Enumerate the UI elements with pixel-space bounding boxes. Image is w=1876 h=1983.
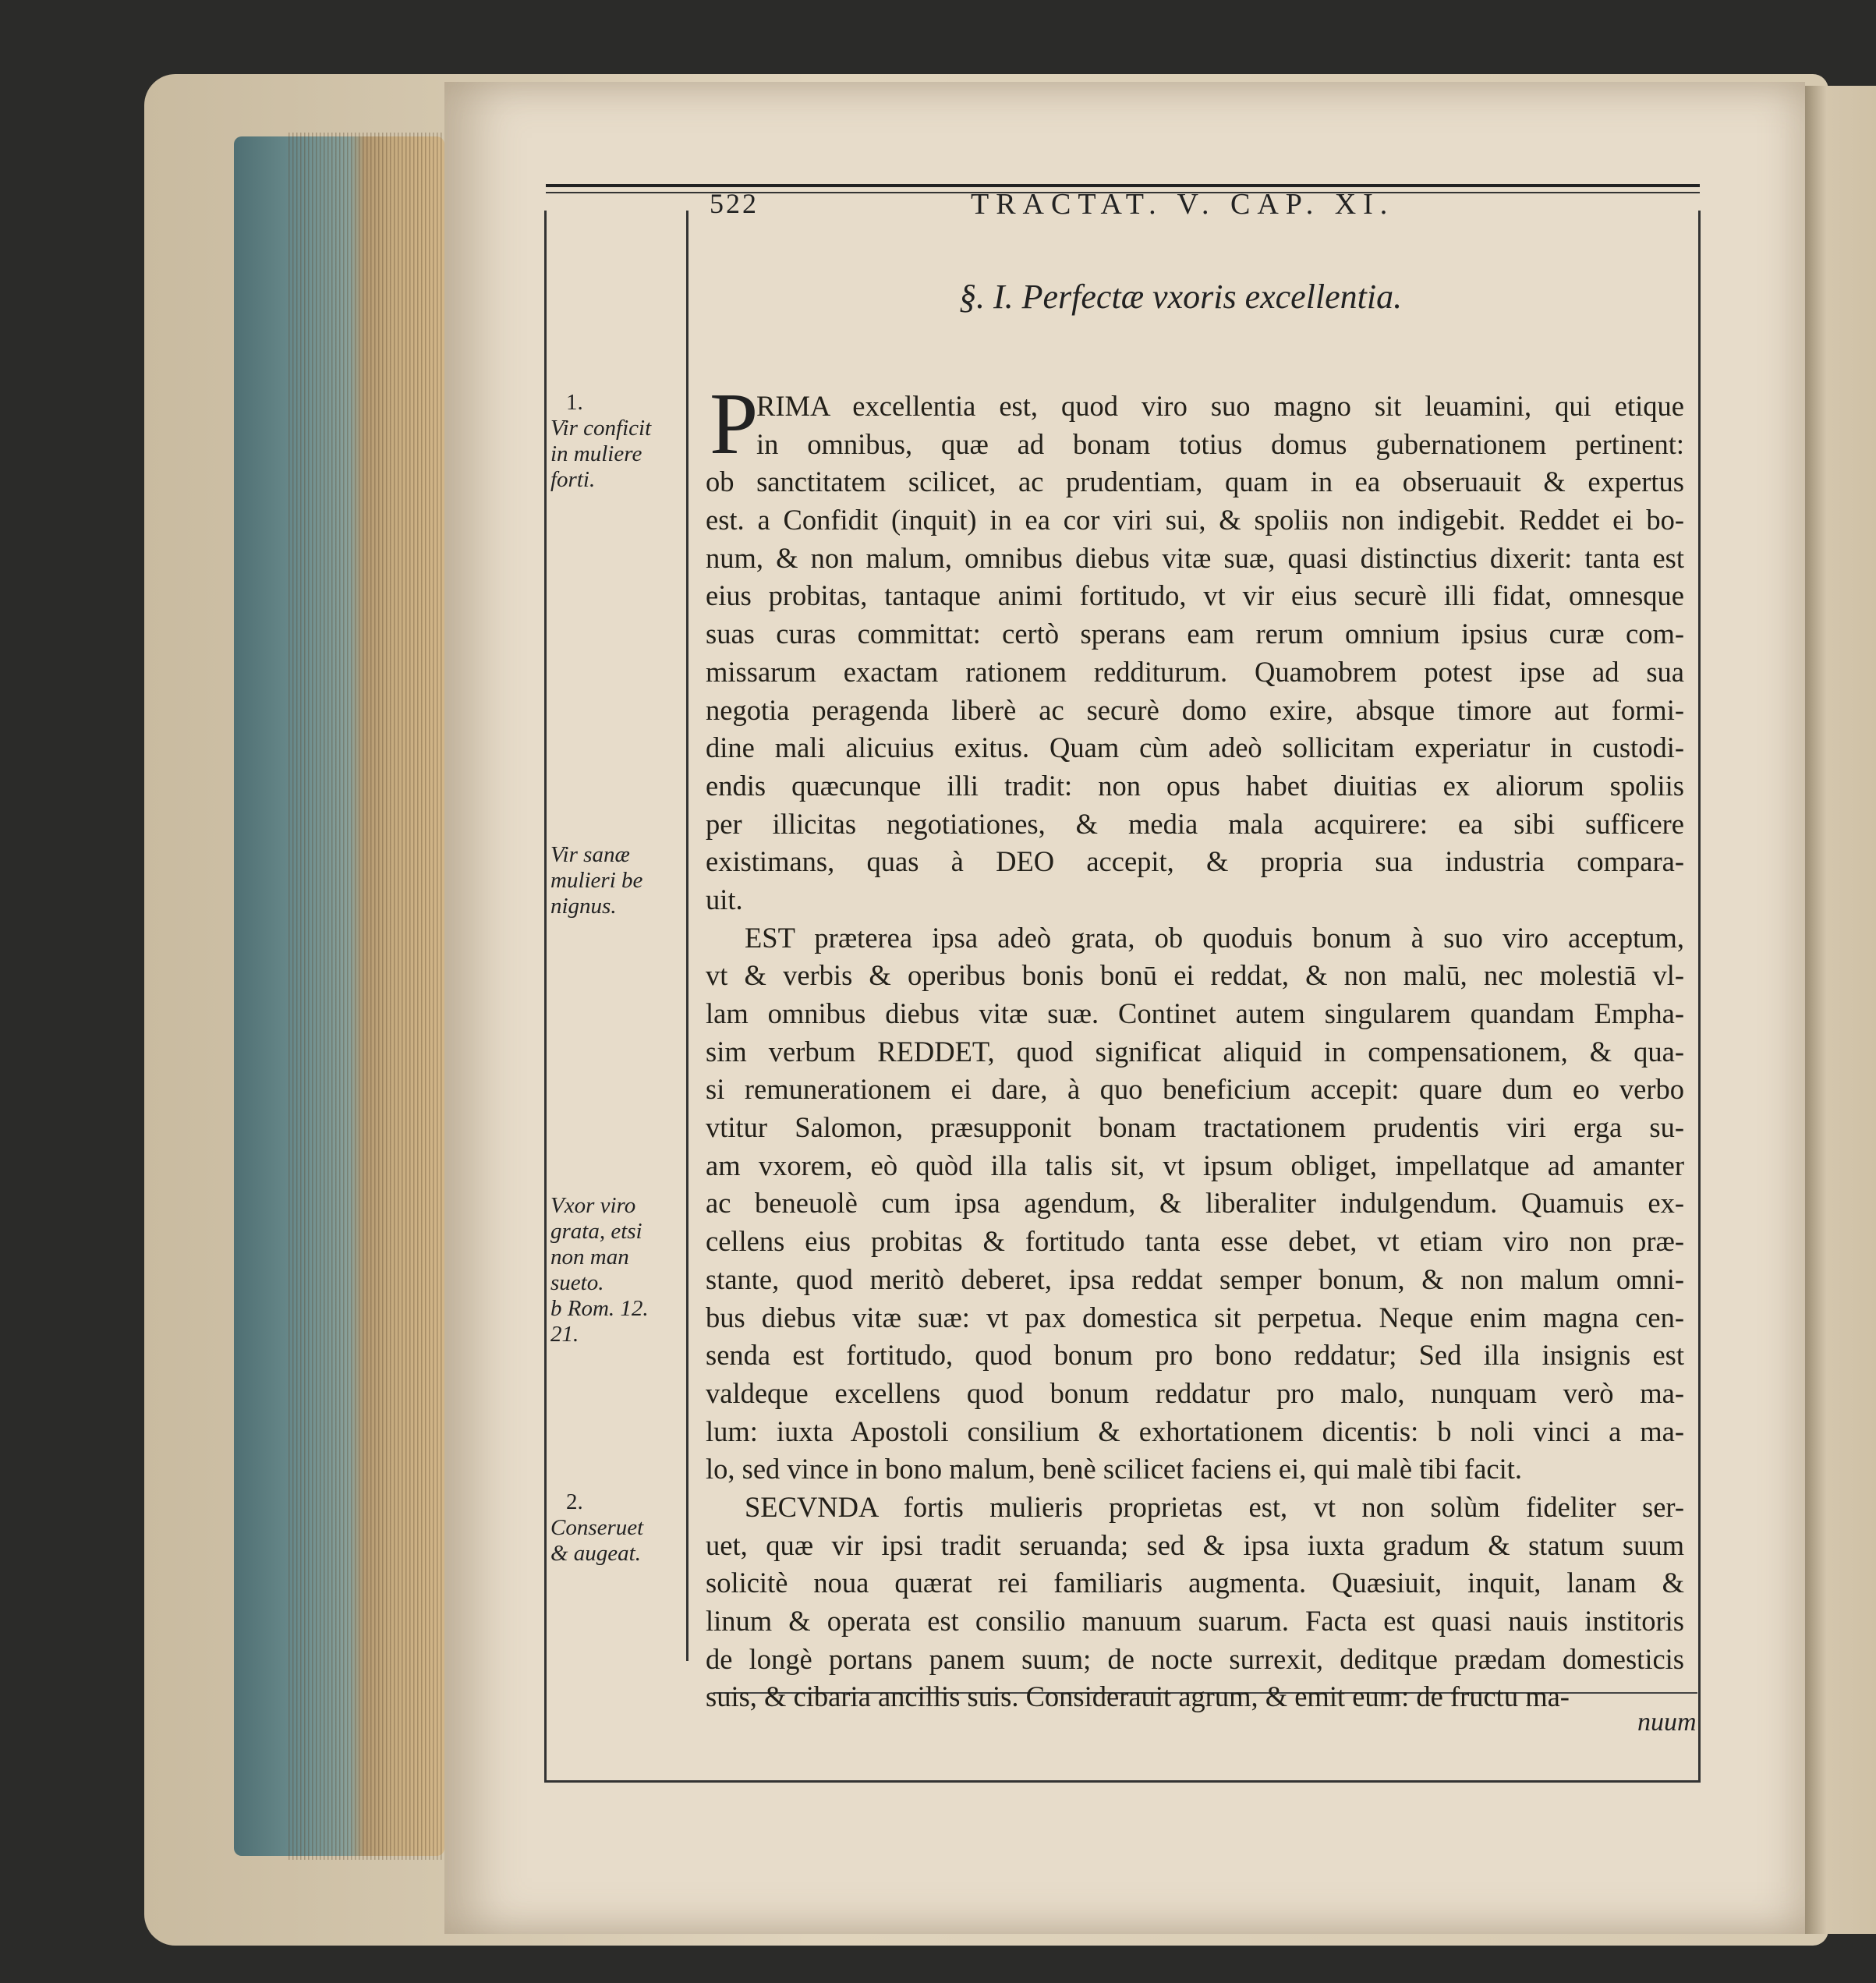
body-line: valdeque excellens quod bonum reddatur pro malo, nunquam verò ma-: [706, 1376, 1684, 1409]
margin-note: [550, 390, 683, 493]
body-line: lam omnibus diebus vitæ suæ. Continet autem singularem quandam Empha-: [706, 997, 1684, 1029]
margin-note-line: nignus.: [550, 894, 617, 919]
body-line: ob sanctitatem scilicet, ac prudentiam, quam in ea obseruauit & expertus: [706, 466, 1684, 498]
body-line: am vxorem, eò quòd illa talis sit, vt ipsum obliget, impellatque ad amanter: [706, 1149, 1684, 1181]
margin-note-line: b Rom. 12.: [550, 1296, 649, 1321]
margin-note-line: 21.: [550, 1322, 579, 1347]
body-line: dine mali alicuius exitus. Quam cùm adeò sollicitam experiatur in custodi-: [706, 731, 1684, 764]
running-title: TRACTAT. V. CAP. XI.: [971, 188, 1395, 221]
margin-note-line: in muliere: [550, 441, 642, 466]
frame-right-rule: [1698, 211, 1701, 1782]
margin-note: [550, 1489, 683, 1567]
body-line: per illicitas negotiationes, & media mala acquirere: ea sibi sufficere: [706, 807, 1684, 840]
body-line: de longè portans panem suum; de nocte surrexit, deditque prædam domesticis: [706, 1642, 1684, 1675]
body-line: cellens eius probitas & fortitudo tanta esse debet, vt etiam viro non præ-: [706, 1225, 1684, 1258]
margin-note-line: Vxor viro: [550, 1193, 636, 1218]
margin-note-number: 2.: [566, 1489, 583, 1514]
body-line: suis, & cibaria ancillis suis. Considerauit agrum, & emit eum: de fructu ma-: [706, 1680, 1570, 1713]
body-line: vtitur Salomon, præsupponit bonam tractationem prudentis viri erga su-: [706, 1111, 1684, 1144]
margin-note-line: forti.: [550, 467, 596, 492]
body-line: stante, quod meritò deberet, ipsa reddat semper bonum, & non malum omni-: [706, 1262, 1684, 1295]
margin-note-line: & augeat.: [550, 1541, 641, 1566]
body-line: lum: iuxta Apostoli consilium & exhortationem dicentis: b noli vinci a ma-: [706, 1415, 1684, 1447]
margin-note: [550, 1193, 683, 1347]
margin-note-line: grata, etsi: [550, 1219, 642, 1244]
body-line: senda est fortitudo, quod bonum pro bono reddatur; Sed illa insignis est: [706, 1339, 1684, 1372]
body-line: est. a Confidit (inquit) in ea cor viri sui, & spoliis non indigebit. Reddet ei bo-: [706, 504, 1684, 536]
section-title: §. I. Perfectæ vxoris excellentia.: [959, 278, 1403, 316]
page-edges: [288, 133, 444, 1860]
margin-note-line: mulieri be: [550, 868, 643, 893]
margin-note-line: Conseruet: [550, 1515, 644, 1540]
margin-column-rule: [686, 211, 688, 1661]
body-line: endis quæcunque illi tradit: non opus habet diuitias ex aliorum spoliis: [706, 769, 1684, 802]
body-line: sim verbum REDDET, quod significat aliquid in compensationem, & qua-: [706, 1035, 1684, 1068]
margin-note: [550, 842, 683, 919]
body-line: linum & operata est consilio manuum suarum. Facta est quasi nauis institoris: [706, 1605, 1684, 1637]
drop-cap: P: [710, 376, 759, 473]
body-line: vt & verbis & operibus bonis bonū ei reddat, & non malū, nec molestiā vl-: [706, 959, 1684, 992]
margin-note-line: sueto.: [550, 1270, 604, 1295]
frame-bottom-rule: [544, 1780, 1701, 1783]
body-line: SECVNDA fortis mulieris proprietas est, vt non solùm fideliter ser-: [745, 1490, 1684, 1523]
body-text: [706, 388, 1684, 1716]
frame-left-rule: [544, 211, 547, 1782]
body-line: uet, quæ vir ipsi tradit seruanda; sed & ipsa iuxta gradum & statum suum: [706, 1528, 1684, 1561]
body-line: num, & non malum, omnibus diebus vitæ suæ, quasi distinctius dixerit: tanta est: [706, 541, 1684, 574]
body-line: eius probitas, tantaque animi fortitudo, vt vir eius securè illi fidat, omnesque: [706, 579, 1684, 612]
page-number: 522: [710, 188, 759, 219]
body-line: negotia peragenda liberè ac securè domo exire, absque timore aut formi-: [706, 693, 1684, 726]
body-line: si remunerationem ei dare, à quo beneficium accepit: quare dum eo verbo: [706, 1073, 1684, 1106]
body-line: missarum exactam rationem redditurum. Quamobrem potest ipse ad sua: [706, 655, 1684, 688]
margin-note-line: Vir conficit: [550, 416, 652, 441]
body-line: bus diebus vitæ suæ: vt pax domestica sit perpetua. Neque enim magna cen-: [706, 1301, 1684, 1333]
body-line: lo, sed vince in bono malum, benè scilicet faciens ei, qui malè tibi facit.: [706, 1453, 1523, 1485]
running-head: [706, 178, 1680, 225]
body-line: solicitè noua quærat rei familiaris augmenta. Quæsiuit, inquit, lanam &: [706, 1567, 1684, 1599]
margin-note-line: Vir sanæ: [550, 842, 630, 867]
body-line: ac beneuolè cum ipsa agendum, & liberaliter indulgendum. Quamuis ex-: [706, 1187, 1684, 1220]
body-line: existimans, quas à DEO accepit, & propria sua industria compara-: [706, 845, 1684, 878]
body-line: uit.: [706, 883, 743, 915]
body-line: EST præterea ipsa adeò grata, ob quoduis bonum à suo viro acceptum,: [745, 921, 1684, 954]
body-line: suas curas committat: certò sperans eam rerum omnium ipsius curæ com-: [706, 618, 1684, 650]
facing-page-sliver: [1805, 86, 1876, 1934]
body-line: in omnibus, quæ ad bonam totius domus gubernationem pertinent:: [756, 427, 1684, 460]
catchword: nuum: [1637, 1708, 1697, 1737]
margin-note-number: 1.: [566, 390, 583, 415]
body-line: RIMA excellentia est, quod viro suo magno sit leuamini, qui etique: [756, 390, 1684, 422]
margin-note-line: non man: [550, 1245, 629, 1269]
